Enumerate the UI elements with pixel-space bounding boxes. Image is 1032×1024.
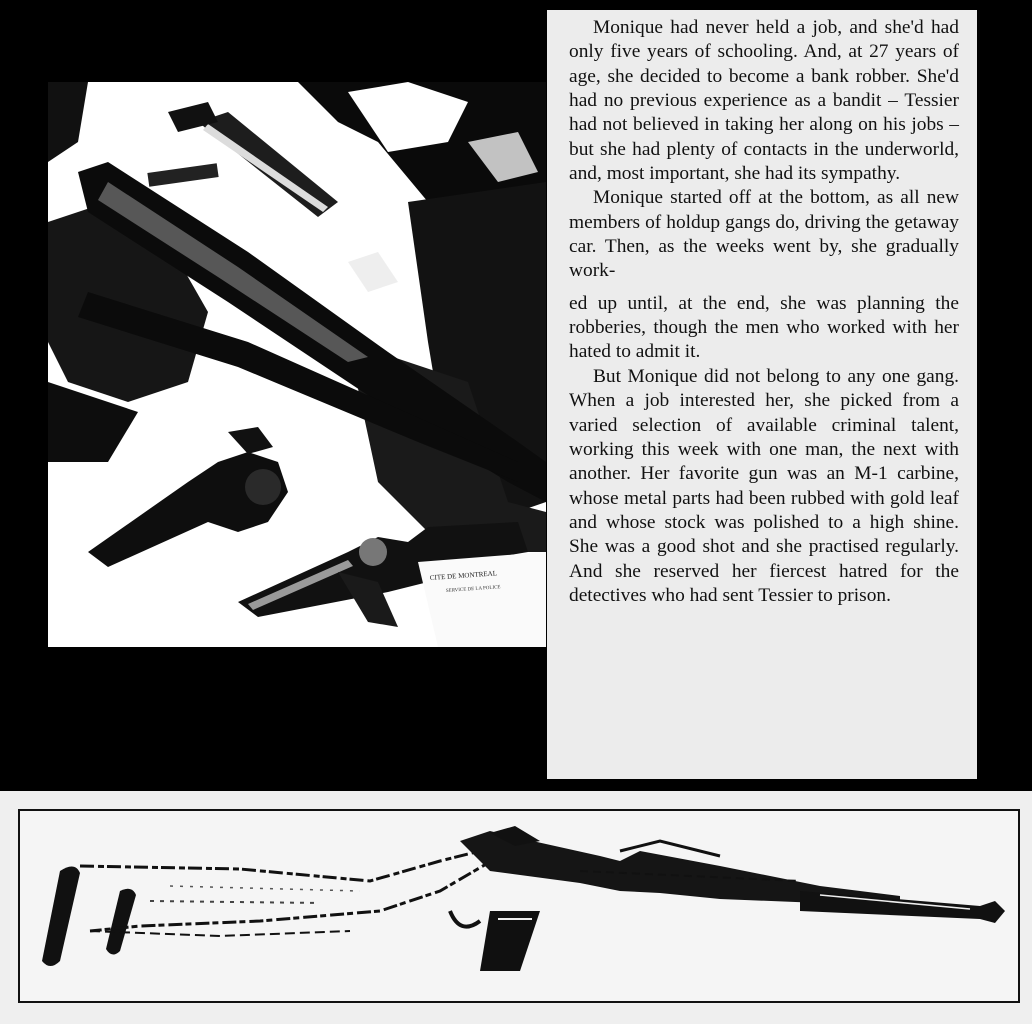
article-paragraph-2-part-2: ed up until, at the end, she was planning the robberies, though the men who worked with her hated to admit it. <box>569 292 959 363</box>
weapons-photo-image <box>48 82 546 647</box>
document-stamp-line2: SERVICE DE LA POLICE <box>445 585 501 594</box>
carbine-illustration-panel <box>0 791 1032 1024</box>
article-paragraph-1: Monique had never held a job, and she'd had only five years of schooling. And, at 27 years of age, she decided to become a bank robber. She'd had no previous experience as a bandit – Tessier had not believed in taking her along on his jobs – but she had plenty of contacts in the underworld, and, most important, she had its sympathy. <box>569 17 959 185</box>
m1-carbine-drawing <box>20 811 1018 1001</box>
weapons-photo <box>48 82 546 647</box>
article-text-column <box>547 10 977 779</box>
article-paragraph-3: But Monique did not belong to any one gang. When a job interested her, she picked from a varied selection of available criminal talent, working this week with one man, the next with another. Her favorite gun was an M-1 carbine, whose metal parts had been rubbed with gold leaf and whose stock was polished to a high shine. She was a good shot and she practised regularly. And she reserved her fiercest hatred for the detectives who had sent Tessier to prison. <box>569 365 959 606</box>
article-paragraph-2-part-1: Monique started off at the bottom, as all new members of holdup gangs do, driving the getaway car. Then, as the weeks went by, she gradually work- <box>569 187 959 282</box>
document-stamp-line1: CITE DE MONTREAL <box>429 569 498 582</box>
carbine-illustration-frame <box>18 809 1020 1003</box>
